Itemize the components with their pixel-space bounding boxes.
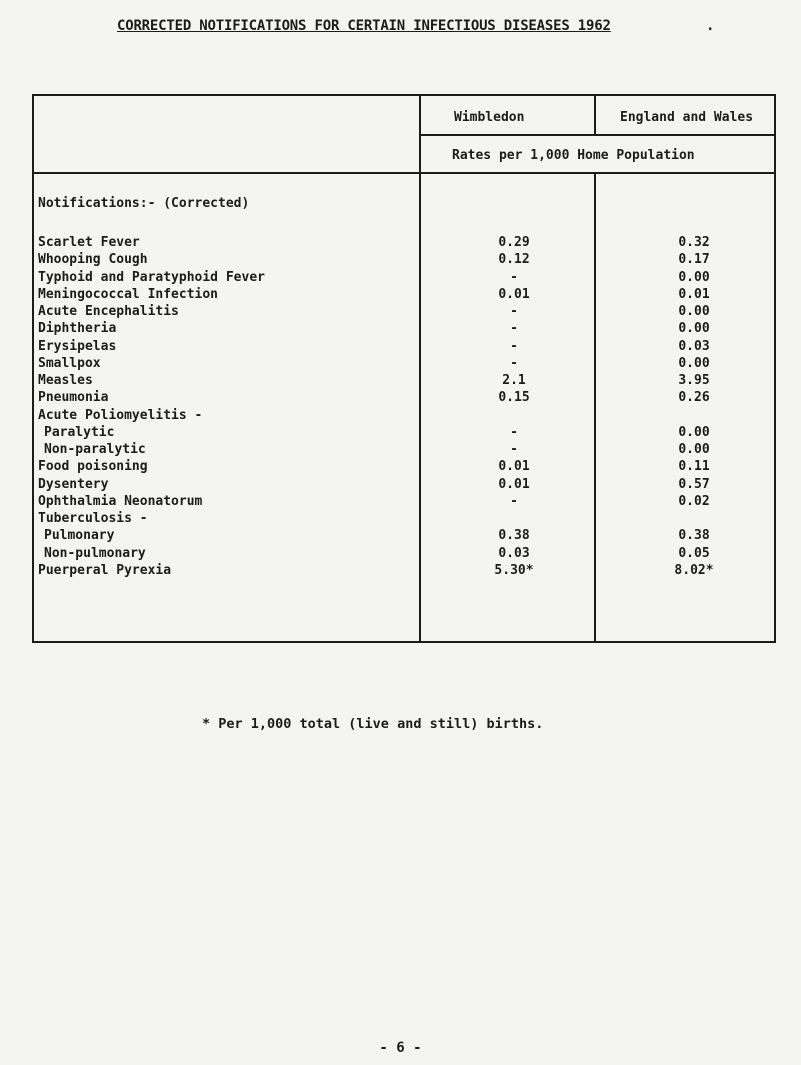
- row-label: Whooping Cough: [38, 252, 148, 268]
- table-row: [34, 441, 778, 458]
- wimbledon-rate: 0.01: [498, 476, 530, 492]
- subheader-divider: [34, 172, 774, 174]
- england-wales-rate: 0.00: [678, 442, 710, 457]
- table-row: [34, 234, 778, 251]
- table-row: [34, 510, 778, 527]
- table-row: [34, 372, 778, 389]
- column-divider-right-top: [594, 96, 596, 134]
- table-row: [34, 476, 778, 493]
- column-header-england-wales: England and Wales: [620, 110, 754, 125]
- table-body: [34, 234, 778, 579]
- england-wales-rate: 0.00: [678, 424, 710, 440]
- row-label: Diphtheria: [38, 321, 117, 337]
- england-wales-rate: 0.57: [678, 476, 710, 492]
- header-divider: [419, 134, 774, 136]
- wimbledon-rate: -: [510, 321, 518, 337]
- table-row: [34, 389, 778, 406]
- row-label: Measles: [38, 373, 93, 388]
- table-row: [34, 458, 778, 475]
- row-label: Puerperal Pyrexia: [38, 562, 172, 578]
- title-period: .: [706, 18, 715, 34]
- row-label: Paralytic: [44, 424, 115, 440]
- wimbledon-rate: -: [510, 304, 518, 319]
- row-label: Acute Encephalitis: [38, 304, 179, 319]
- england-wales-rate: 0.00: [678, 321, 710, 337]
- wimbledon-rate: 0.38: [498, 528, 530, 544]
- row-label: Non-paralytic: [44, 442, 146, 457]
- row-label: Scarlet Fever: [38, 235, 140, 250]
- england-wales-rate: 0.01: [678, 286, 710, 302]
- row-label: Meningococcal Infection: [38, 286, 219, 302]
- wimbledon-rate: 0.15: [498, 390, 530, 406]
- table-row: [34, 269, 778, 286]
- england-wales-rate: 0.00: [678, 269, 710, 285]
- wimbledon-rate: -: [510, 493, 518, 509]
- table-row: [34, 527, 778, 544]
- table-row: [34, 320, 778, 337]
- wimbledon-rate: 5.30*: [494, 562, 534, 578]
- table-row: [34, 286, 778, 303]
- wimbledon-rate: 0.03: [498, 545, 530, 561]
- row-label: Food poisoning: [38, 459, 148, 475]
- wimbledon-rate: 0.01: [498, 286, 530, 302]
- england-wales-rate: 8.02*: [674, 562, 714, 578]
- row-label: Ophthalmia Neonatorum: [38, 493, 203, 509]
- column-header-wimbledon: Wimbledon: [454, 110, 525, 125]
- england-wales-rate: 0.00: [678, 304, 710, 319]
- footnote: * Per 1,000 total (live and still) births.: [202, 716, 544, 732]
- wimbledon-rate: -: [510, 338, 518, 354]
- row-label: Acute Poliomyelitis -: [38, 407, 203, 423]
- england-wales-rate: 0.32: [678, 235, 710, 250]
- england-wales-rate: 0.38: [678, 528, 710, 544]
- section-label: Notifications:- (Corrected): [38, 196, 250, 211]
- notifications-table: [32, 94, 776, 643]
- wimbledon-rate: 0.29: [498, 235, 530, 250]
- column-subheader: Rates per 1,000 Home Population: [452, 148, 695, 163]
- row-label: Pulmonary: [44, 528, 115, 544]
- england-wales-rate: 0.00: [678, 355, 710, 371]
- table-row: [34, 355, 778, 372]
- wimbledon-rate: -: [510, 424, 518, 440]
- table-row: [34, 493, 778, 510]
- table-row: [34, 251, 778, 268]
- england-wales-rate: 0.11: [678, 459, 710, 475]
- row-label: Smallpox: [38, 355, 101, 371]
- wimbledon-rate: 0.12: [498, 252, 530, 268]
- england-wales-rate: 0.26: [678, 390, 710, 406]
- table-row: [34, 545, 778, 562]
- england-wales-rate: 3.95: [678, 373, 710, 388]
- england-wales-rate: 0.03: [678, 338, 710, 354]
- england-wales-rate: 0.02: [678, 493, 710, 509]
- table-row: [34, 303, 778, 320]
- page-number: - 6 -: [379, 1040, 422, 1056]
- page-title: CORRECTED NOTIFICATIONS FOR CERTAIN INFECTIOUS DISEASES 1962: [117, 18, 611, 34]
- row-label: Pneumonia: [38, 390, 109, 406]
- wimbledon-rate: -: [510, 355, 518, 371]
- row-label: Erysipelas: [38, 338, 117, 354]
- wimbledon-rate: 0.01: [498, 459, 530, 475]
- row-label: Tuberculosis -: [38, 511, 148, 526]
- wimbledon-rate: -: [510, 269, 518, 285]
- wimbledon-rate: 2.1: [502, 373, 526, 388]
- england-wales-rate: 0.05: [678, 545, 710, 561]
- table-row: [34, 562, 778, 579]
- table-row: [34, 338, 778, 355]
- row-label: Dysentery: [38, 476, 109, 492]
- england-wales-rate: 0.17: [678, 252, 710, 268]
- table-row: [34, 407, 778, 424]
- row-label: Non-pulmonary: [44, 545, 146, 561]
- row-label: Typhoid and Paratyphoid Fever: [38, 269, 265, 285]
- wimbledon-rate: -: [510, 442, 518, 457]
- table-row: [34, 424, 778, 441]
